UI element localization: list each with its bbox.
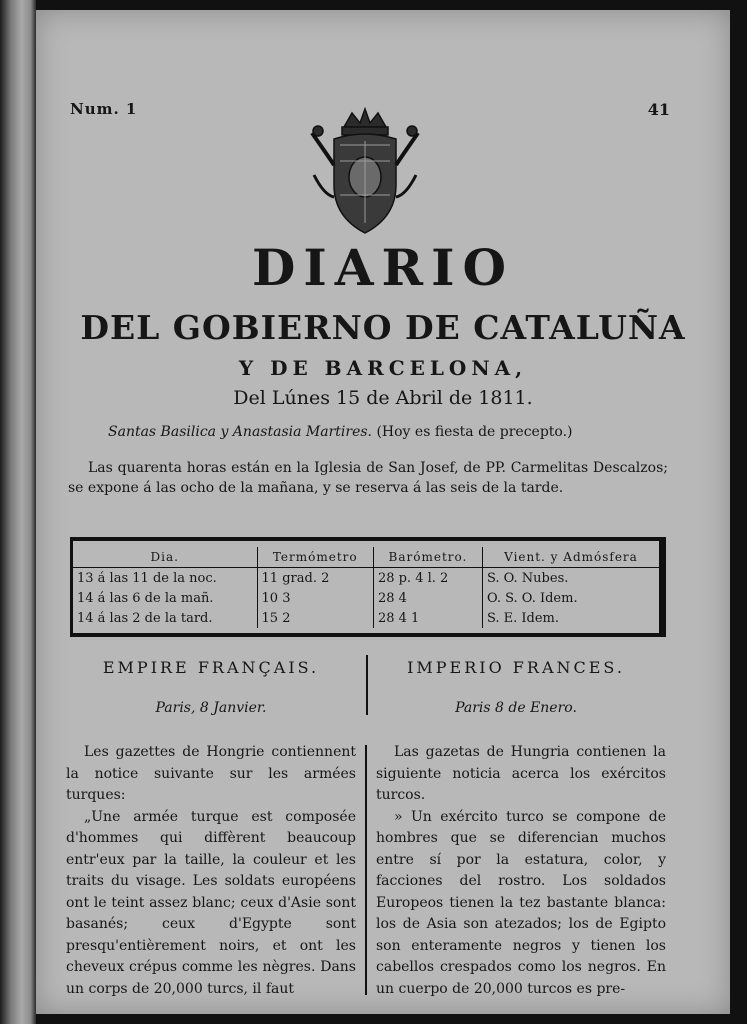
saints-names: Santas Basilica y Anastasia Martires.	[108, 424, 372, 440]
spanish-dateline: Paris 8 de Enero.	[455, 700, 577, 716]
spanish-paragraph-1: Las gazetas de Hungria contienen la siguiente noticia acerca los exércitos turcos.	[376, 744, 666, 803]
weather-table	[70, 537, 666, 637]
spanish-column-heading: IMPERIO FRANCES.	[407, 658, 625, 677]
weather-cell: 28 4 1	[373, 608, 482, 628]
weather-cell: 13 á las 11 de la noc.	[77, 570, 217, 586]
weather-header-barometer: Barómetro.	[373, 547, 482, 568]
weather-cell: 28 4	[373, 588, 482, 608]
issue-number: Num. 1	[70, 100, 138, 118]
weather-cell: S. O. Nubes.	[482, 568, 659, 589]
weather-row	[73, 568, 659, 589]
spanish-article	[376, 742, 666, 1000]
french-paragraph-1: Les gazettes de Hongrie contiennent la notice suivante sur les armées turques:	[66, 744, 356, 803]
french-article	[66, 742, 356, 1000]
newspaper-page	[36, 10, 730, 1014]
weather-row	[73, 588, 659, 608]
weather-cell: 10 3	[257, 588, 373, 608]
masthead-subtitle-city: Y DE BARCELONA,	[238, 356, 528, 380]
feast-note: (Hoy es fiesta de precepto.)	[376, 424, 573, 440]
weather-cell: 14 á las 2 de la tard.	[77, 610, 213, 626]
weather-cell: 14 á las 6 de la mañ.	[77, 590, 214, 606]
weather-cell: O. S. O. Idem.	[482, 588, 659, 608]
issue-date: Del Lúnes 15 de Abril de 1811.	[233, 387, 533, 409]
weather-cell: 15 2	[257, 608, 373, 628]
masthead-title: DIARIO	[251, 238, 515, 297]
masthead-subtitle: DEL GOBIERNO DE CATALUÑA	[80, 308, 686, 347]
page-number: 41	[647, 100, 670, 119]
royal-coat-of-arms-icon	[304, 105, 426, 240]
french-column-heading: EMPIRE FRANÇAIS.	[102, 658, 320, 677]
column-divider	[365, 745, 367, 995]
weather-header-thermometer: Termómetro	[257, 547, 373, 568]
weather-header-wind: Vient. y Admósfera	[482, 547, 659, 568]
saints-of-the-day	[108, 424, 573, 440]
book-spine-left-page	[0, 0, 36, 1024]
religious-notice: Las quarenta horas están en la Iglesia de San Josef, de PP. Carmelitas Descalzos; se expone á las ocho de la mañana, y se reserva á las seis de la tarde.	[68, 460, 668, 496]
spanish-paragraph-2: » Un exército turco se compone de hombres que se diferencian muchos entre sí por la estatura, color, y facciones del rostro. Los soldados Europeos tienen la tez bastante blanca: los de Asia son atezados; los de Egipto son enteramente negros y tienen los cabellos crespados como los negros. En un cuerpo de 20,000 turcos es pre-	[376, 808, 666, 997]
weather-cell: 11 grad. 2	[257, 568, 373, 589]
column-divider	[366, 655, 368, 715]
french-dateline: Paris, 8 Janvier.	[155, 700, 267, 716]
weather-header-day: Dia.	[73, 547, 257, 568]
weather-cell: S. E. Idem.	[482, 608, 659, 628]
weather-cell: 28 p. 4 l. 2	[373, 568, 482, 589]
weather-row	[73, 608, 659, 628]
french-paragraph-2: „Une armée turque est composée d'hommes qui diffèrent beaucoup entr'eux par la taille, la couleur et les traits du visage. Les soldats européens ont le teint assez blanc; ceux d'Asie sont basanés; ceux d'Egypte sont presqu'entièrement noirs, et ont les cheveux crépus comme les nègres. Dans un corps de 20,000 turcs, il faut	[66, 808, 356, 997]
